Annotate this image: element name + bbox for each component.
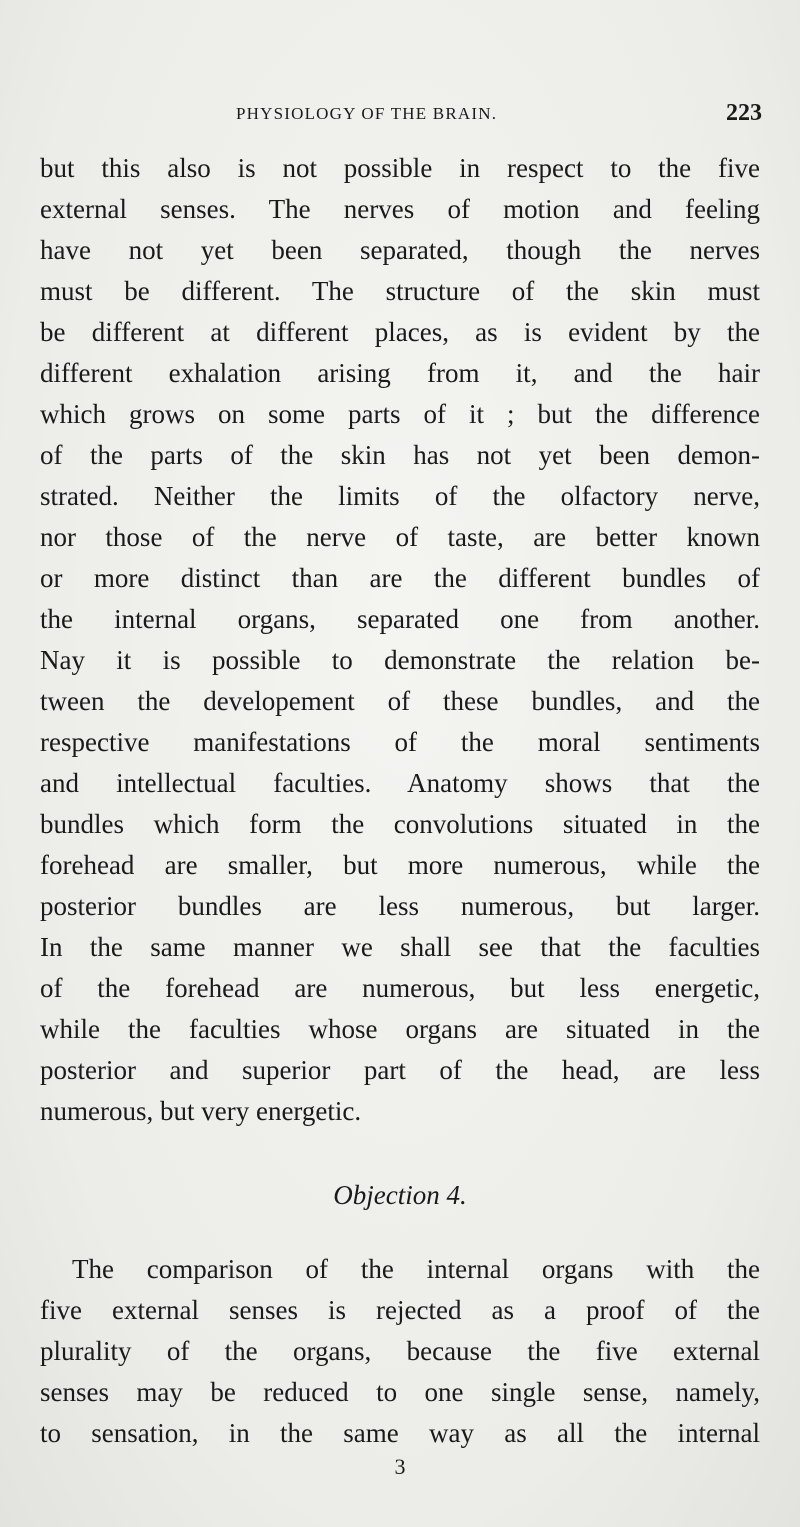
- body-paragraph-2: [40, 1249, 760, 1454]
- page-header: [40, 100, 762, 132]
- text-line: the internal organs, separated one from another.: [40, 604, 760, 634]
- text-line: In the same manner we shall see that the faculties: [40, 932, 760, 962]
- text-line: which grows on some parts of it ; but the difference: [40, 399, 760, 429]
- text-line: to sensation, in the same way as all the internal: [40, 1418, 760, 1448]
- text-line: plurality of the organs, because the five external: [40, 1336, 760, 1366]
- text-line: but this also is not possible in respect to the five: [40, 153, 760, 183]
- text-line: must be different. The structure of the skin must: [40, 276, 760, 306]
- text-line: be different at different places, as is evident by the: [40, 317, 760, 347]
- text-line: bundles which form the convolutions situated in the: [40, 809, 760, 839]
- text-line: senses may be reduced to one single sense, namely,: [40, 1377, 760, 1407]
- text-line: nor those of the nerve of taste, are better known: [40, 522, 760, 552]
- text-line: and intellectual faculties. Anatomy shows that the: [40, 768, 760, 798]
- printer-signature-mark: 3: [394, 1454, 406, 1479]
- text-line: tween the developement of these bundles, and the: [40, 686, 760, 716]
- text-line: five external senses is rejected as a proof of the: [40, 1295, 760, 1325]
- text-line: while the faculties whose organs are situated in the: [40, 1014, 760, 1044]
- text-line: or more distinct than are the different bundles of: [40, 563, 760, 593]
- text-line: strated. Neither the limits of the olfactory nerve,: [40, 481, 760, 511]
- text-line: of the forehead are numerous, but less energetic,: [40, 973, 760, 1003]
- text-line: forehead are smaller, but more numerous, while the: [40, 850, 760, 880]
- text-line: posterior bundles are less numerous, but larger.: [40, 891, 760, 921]
- text-line: Nay it is possible to demonstrate the relation be-: [40, 645, 760, 675]
- text-line: posterior and superior part of the head, are less: [40, 1055, 760, 1085]
- text-line: numerous, but very energetic.: [40, 1096, 362, 1126]
- page-number: 223: [726, 100, 762, 126]
- text-line: of the parts of the skin has not yet been demon-: [40, 440, 760, 470]
- text-line: external senses. The nerves of motion and feeling: [40, 194, 760, 224]
- text-line: have not yet been separated, though the nerves: [40, 235, 760, 265]
- text-line: different exhalation arising from it, and the hair: [40, 358, 760, 388]
- running-title: PHYSIOLOGY OF THE BRAIN.: [236, 104, 498, 123]
- section-heading: Objection 4.: [333, 1180, 467, 1210]
- body-paragraph-1: [40, 148, 760, 1132]
- text-line: respective manifestations of the moral sentiments: [40, 727, 760, 757]
- text-line: The comparison of the internal organs with the: [72, 1254, 760, 1284]
